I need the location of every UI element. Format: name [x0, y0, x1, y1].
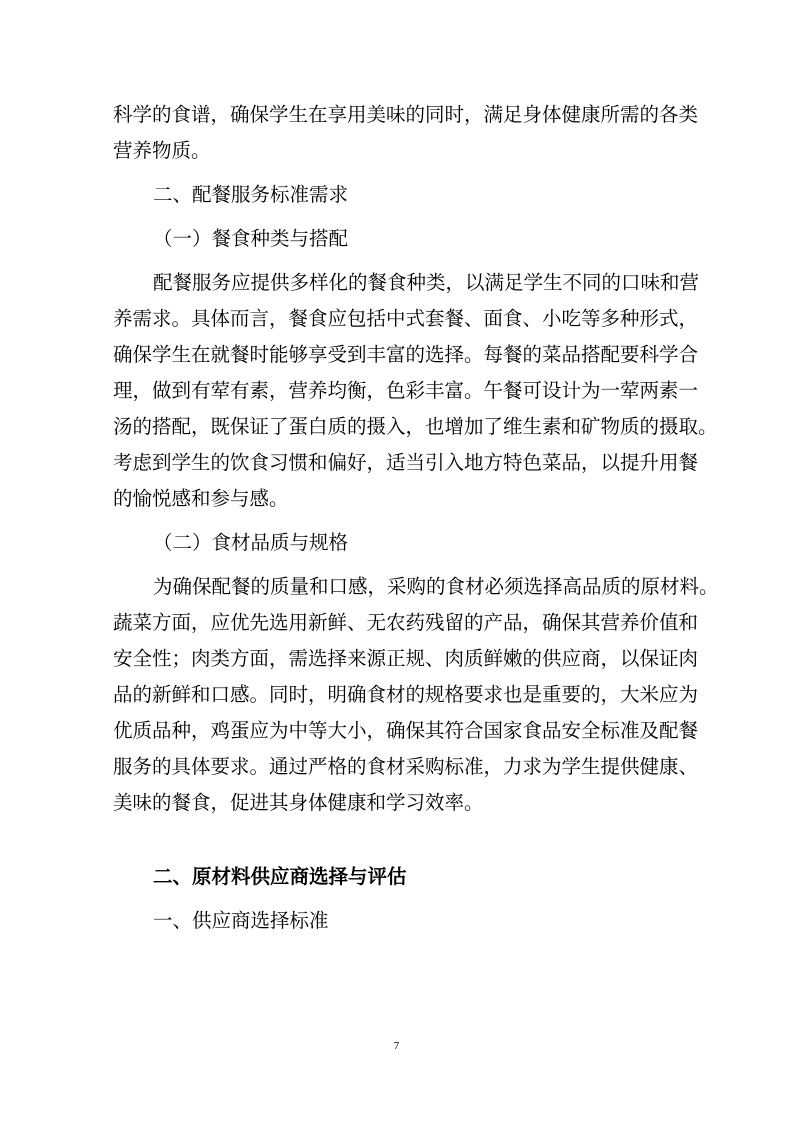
body-line: 汤的搭配，既保证了蛋白质的摄入，也增加了维生素和矿物质的摄取。 [113, 415, 718, 438]
subsection-title: （二）食材品质与规格 [153, 531, 349, 554]
document-page [113, 97, 719, 939]
body-line: 理，做到有荤有素，营养均衡，色彩丰富。午餐可设计为一荤两素一 [113, 379, 699, 402]
body-line: 品的新鲜和口感。同时，明确食材的规格要求也是重要的，大米应为 [113, 683, 699, 706]
body-line: 养需求。具体而言，餐食应包括中式套餐、面食、小吃等多种形式， [113, 307, 699, 330]
body-line: 确保学生在就餐时能够享受到丰富的选择。每餐的菜品搭配要科学合 [113, 343, 699, 366]
body-line: 的愉悦感和参与感。 [113, 487, 289, 510]
chapter-heading: 二、原材料供应商选择与评估 [153, 865, 407, 888]
body-line: 科学的食谱，确保学生在享用美味的同时，满足身体健康所需的各类 [113, 103, 699, 126]
body-line: 美味的餐食，促进其身体健康和学习效率。 [113, 791, 484, 814]
body-line: 配餐服务应提供多样化的餐食种类，以满足学生不同的口味和营 [153, 271, 700, 294]
body-line: 服务的具体要求。通过严格的食材采购标准，力求为学生提供健康、 [113, 755, 699, 778]
body-line: 安全性；肉类方面，需选择来源正规、肉质鲜嫩的供应商，以保证肉 [113, 647, 699, 670]
body-line: 营养物质。 [113, 139, 211, 162]
sub-heading: 一、供应商选择标准 [153, 909, 329, 932]
body-line: 为确保配餐的质量和口感，采购的食材必须选择高品质的原材料。 [153, 575, 719, 598]
section-heading: 二、配餐服务标准需求 [153, 183, 349, 206]
body-line: 考虑到学生的饮食习惯和偏好，适当引入地方特色菜品，以提升用餐 [113, 451, 699, 474]
body-line: 优质品种，鸡蛋应为中等大小，确保其符合国家食品安全标准及配餐 [113, 719, 699, 742]
body-line: 蔬菜方面，应优先选用新鲜、无农药残留的产品，确保其营养价值和 [113, 611, 699, 634]
subsection-title: （一）餐食种类与搭配 [153, 227, 349, 250]
page-number: 7 [393, 1040, 400, 1052]
